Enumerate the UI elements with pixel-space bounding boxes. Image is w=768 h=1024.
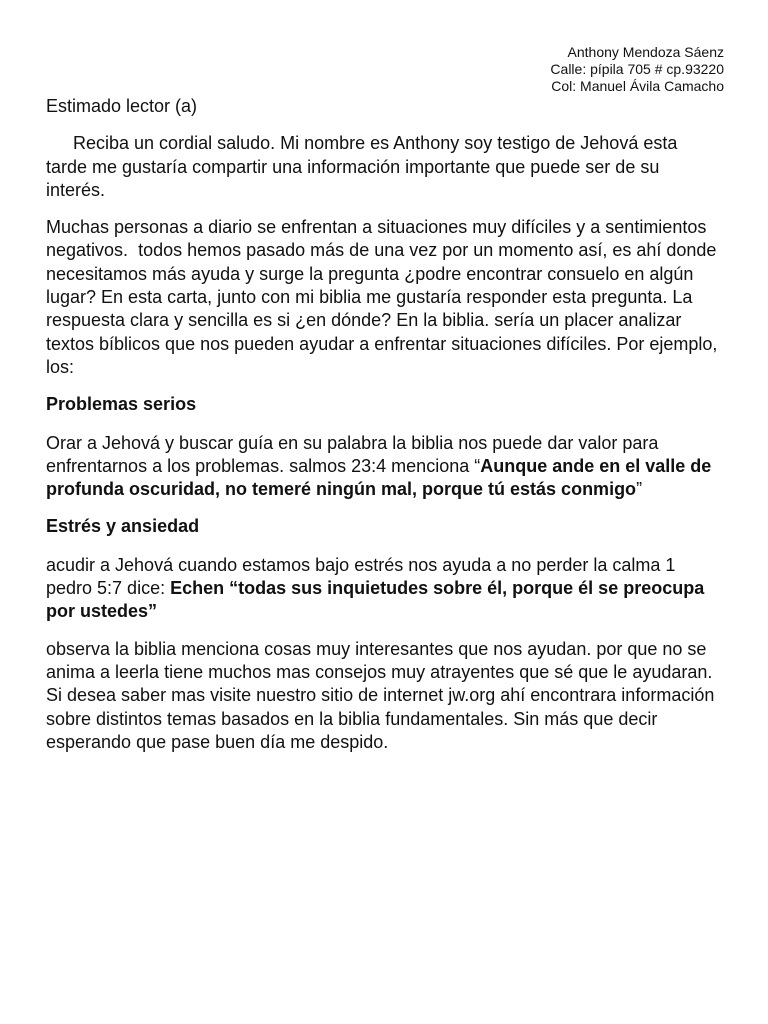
closing-paragraph	[46, 638, 722, 754]
sender-colony: Col: Manuel Ávila Camacho	[551, 78, 724, 94]
context-paragraph	[46, 216, 722, 379]
letter-body	[46, 95, 722, 754]
section-heading-problems: Problemas serios	[46, 394, 197, 415]
context-part-4: . sería un placer analizar textos bíblicos que nos pueden ayudar a enfrentar situaciones difíciles. Por ejemplo, los:	[46, 310, 718, 377]
sender-address-block	[46, 44, 724, 95]
stress-quote: Echen “todas sus inquietudes sobre él, porque él se preocupa por ustedes”	[46, 578, 705, 622]
salutation: Estimado lector (a)	[46, 96, 198, 116]
context-part-3: . La respuesta clara y sencilla es si ¿en dónde? En la biblia	[46, 287, 693, 331]
context-part-2: todos hemos pasado más de una vez por un momento así, es ahí donde necesitamos más ayuda y surge la pregunta ¿podre encontrar consuelo en algún lugar? En esta carta, junto con mi biblia me gustaría responder esta pregunta	[46, 240, 722, 308]
problems-quote-close: ”	[636, 479, 643, 500]
section-text-problems	[46, 432, 722, 502]
context-part-1: Muchas personas a diario se enfrentan a situaciones muy difíciles y a sentimientos negativos.	[46, 217, 707, 261]
stress-text: acudir a Jehová cuando estamos bajo estrés nos ayuda a no perder la calma 1 pedro 5:7 dice:	[46, 554, 676, 599]
sender-name: Anthony Mendoza Sáenz	[567, 44, 724, 60]
closing-part-3: . Si desea saber mas visite nuestro sitio de internet jw.org ahí encontrara información sobre distintos temas basados en la biblia fundamentales. Sin más que decir esperando que pase buen día me despido.	[46, 661, 715, 752]
problems-quote: Aunque ande en el valle de profunda oscuridad, no temeré ningún mal, porque tú estás conmigo	[46, 455, 712, 500]
section-heading-stress: Estrés y ansiedad	[46, 516, 200, 537]
closing-part-2: . por que no se anima a leerla tiene muchos mas consejos muy atrayentes que sé que le ayudaran	[46, 638, 708, 682]
closing-part-1: observa la biblia menciona cosas muy interesantes que nos ayudan	[46, 638, 587, 659]
problems-text: Orar a Jehová y buscar guía en su palabra la biblia nos puede dar valor para enfrentarnos a los problemas. salmos 23:4 menciona “	[46, 432, 659, 476]
section-text-stress	[46, 554, 722, 624]
sender-street: Calle: pípila 705 # cp.93220	[550, 61, 724, 77]
intro-paragraph: Reciba un cordial saludo. Mi nombre es Anthony soy testigo de Jehová esta tarde me gustaría compartir una información importante que puede ser de su interés.	[46, 133, 678, 200]
